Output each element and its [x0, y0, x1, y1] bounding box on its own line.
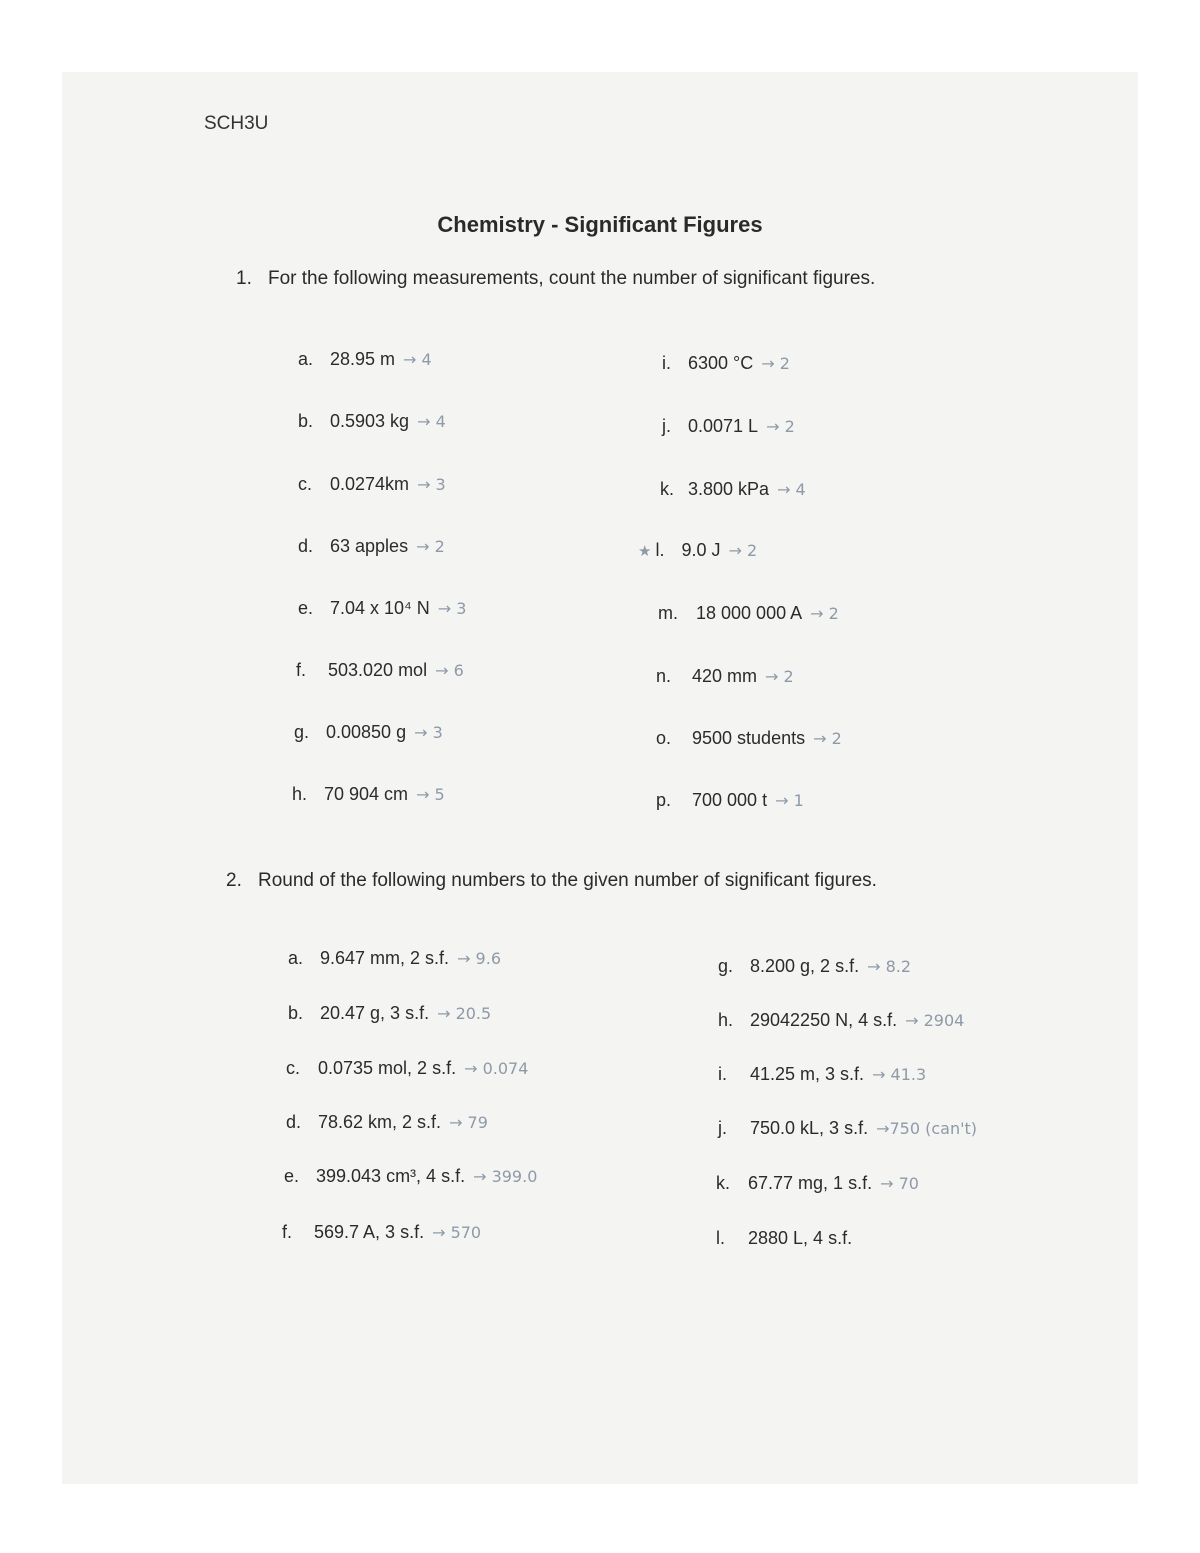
item-letter: i.: [662, 353, 671, 373]
handwritten-answer: → 1: [775, 791, 804, 810]
item-letter: d.: [286, 1112, 302, 1132]
handwritten-answer: →750 (can't): [876, 1119, 978, 1138]
item-text: 9500 students: [692, 728, 806, 748]
handwritten-answer: → 3: [414, 723, 443, 742]
handwritten-answer: → 70: [880, 1174, 919, 1193]
handwritten-answer: → 79: [449, 1113, 488, 1132]
handwritten-answer: → 4: [403, 350, 432, 369]
handwritten-answer: → 0.074: [464, 1059, 529, 1078]
item-letter: f.: [296, 660, 307, 680]
item-text: 29042250 N, 4 s.f.: [750, 1010, 898, 1030]
item-letter: a.: [298, 349, 314, 369]
item-letter: l.: [655, 540, 665, 560]
item-letter: b.: [298, 411, 314, 431]
handwritten-answer: → 399.0: [473, 1167, 538, 1186]
handwritten-answer: → 6: [435, 661, 464, 680]
list-item: [716, 1228, 860, 1249]
item-text: 78.62 km, 2 s.f.: [318, 1112, 442, 1132]
list-item: [660, 479, 806, 500]
item-letter: j.: [662, 416, 671, 436]
handwritten-answer: → 2: [761, 354, 790, 373]
item-letter: j.: [718, 1118, 727, 1138]
handwritten-answer: → 3: [417, 475, 446, 494]
item-text: 41.25 m, 3 s.f.: [750, 1064, 865, 1084]
item-letter: c.: [286, 1058, 301, 1078]
item-letter: b.: [288, 1003, 304, 1023]
handwritten-answer: → 4: [777, 480, 806, 499]
item-letter: h.: [718, 1010, 734, 1030]
item-text: 503.020 mol: [328, 660, 428, 680]
item-text: 399.043 cm³, 4 s.f.: [316, 1166, 466, 1186]
list-item: [288, 1003, 491, 1024]
handwritten-answer: → 2904: [905, 1011, 965, 1030]
item-text: 0.0735 mol, 2 s.f.: [318, 1058, 457, 1078]
question-2: [226, 870, 877, 892]
item-letter: k.: [660, 479, 675, 499]
list-item: [298, 411, 446, 432]
question-number: 2.: [226, 870, 242, 891]
handwritten-answer: → 4: [417, 412, 446, 431]
item-text: 569.7 A, 3 s.f.: [314, 1222, 425, 1242]
item-text: 8.200 g, 2 s.f.: [750, 956, 860, 976]
handwritten-answer: → 41.3: [872, 1065, 927, 1084]
item-letter: o.: [656, 728, 672, 748]
item-letter: h.: [292, 784, 308, 804]
handwritten-answer: → 2: [766, 417, 795, 436]
question-prompt: For the following measurements, count the number of significant figures.: [268, 268, 876, 289]
item-text: 9.647 mm, 2 s.f.: [320, 948, 450, 968]
list-item: [282, 1222, 481, 1243]
page-title: Chemistry - Significant Figures: [437, 212, 763, 237]
item-text: 2880 L, 4 s.f.: [748, 1228, 853, 1248]
list-item: [718, 1118, 977, 1139]
handwritten-answer: → 2: [810, 604, 839, 623]
list-item: [298, 536, 445, 557]
list-item: [286, 1058, 528, 1079]
item-text: 9.0 J: [681, 540, 721, 560]
item-text: 70 904 cm: [324, 784, 409, 804]
item-letter: p.: [656, 790, 672, 810]
item-letter: g.: [294, 722, 310, 742]
item-text: 63 apples: [330, 536, 409, 556]
list-item: [656, 790, 804, 811]
list-item: [296, 660, 464, 681]
item-text: 0.0274km: [330, 474, 410, 494]
item-text: 3.800 kPa: [688, 479, 770, 499]
item-text: 67.77 mg, 1 s.f.: [748, 1173, 873, 1193]
handwritten-answer: → 2: [728, 541, 758, 560]
list-item: [284, 1166, 537, 1187]
list-item: [656, 728, 842, 749]
item-letter: e.: [284, 1166, 300, 1186]
handwritten-answer: → 8.2: [867, 957, 912, 976]
item-letter: g.: [718, 956, 734, 976]
handwritten-answer: → 2: [813, 729, 842, 748]
item-letter: f.: [282, 1222, 293, 1242]
item-text: 6300 °C: [688, 353, 754, 373]
list-item: [288, 948, 501, 969]
list-item: [286, 1112, 488, 1133]
item-text: 7.04 x 10⁴ N: [330, 598, 430, 618]
list-item: [292, 784, 445, 805]
list-item: [662, 353, 790, 374]
list-item: [662, 416, 795, 437]
list-item: [298, 349, 432, 370]
handwritten-answer: → 20.5: [437, 1004, 492, 1023]
list-item: [658, 603, 839, 624]
handwritten-answer: → 2: [765, 667, 794, 686]
item-text: 20.47 g, 3 s.f.: [320, 1003, 430, 1023]
item-letter: c.: [298, 474, 313, 494]
list-item: [298, 474, 446, 495]
question-1: [236, 268, 875, 290]
item-text: 28.95 m: [330, 349, 396, 369]
course-code: SCH3U: [204, 113, 269, 134]
item-letter: d.: [298, 536, 314, 556]
item-letter: a.: [288, 948, 304, 968]
item-letter: k.: [716, 1173, 731, 1193]
item-letter: e.: [298, 598, 314, 618]
list-item: [716, 1173, 919, 1194]
handwritten-answer: → 570: [432, 1223, 482, 1242]
list-item: [718, 1010, 964, 1031]
item-letter: i.: [718, 1064, 727, 1084]
list-item: [638, 540, 757, 561]
item-text: 420 mm: [692, 666, 758, 686]
item-text: 700 000 t: [692, 790, 768, 810]
list-item: [656, 666, 794, 687]
handwritten-answer: → 3: [437, 599, 467, 618]
list-item: [294, 722, 443, 743]
handwritten-answer: → 2: [416, 537, 445, 556]
list-item: [298, 598, 466, 619]
item-letter: l.: [716, 1228, 725, 1248]
item-letter: n.: [656, 666, 672, 686]
item-text: 0.00850 g: [326, 722, 407, 742]
list-item: [718, 956, 911, 977]
list-item: [718, 1064, 926, 1085]
item-text: 750.0 kL, 3 s.f.: [750, 1118, 869, 1138]
item-letter: m.: [658, 603, 678, 623]
item-text: 18 000 000 A: [696, 603, 803, 623]
handwritten-answer: → 9.6: [457, 949, 501, 968]
item-text: 0.0071 L: [688, 416, 759, 436]
question-number: 1.: [236, 268, 252, 289]
star-icon: ★: [638, 542, 652, 560]
question-prompt: Round of the following numbers to the given number of significant figures.: [258, 870, 877, 891]
item-text: 0.5903 kg: [330, 411, 410, 431]
handwritten-answer: → 5: [416, 785, 445, 804]
